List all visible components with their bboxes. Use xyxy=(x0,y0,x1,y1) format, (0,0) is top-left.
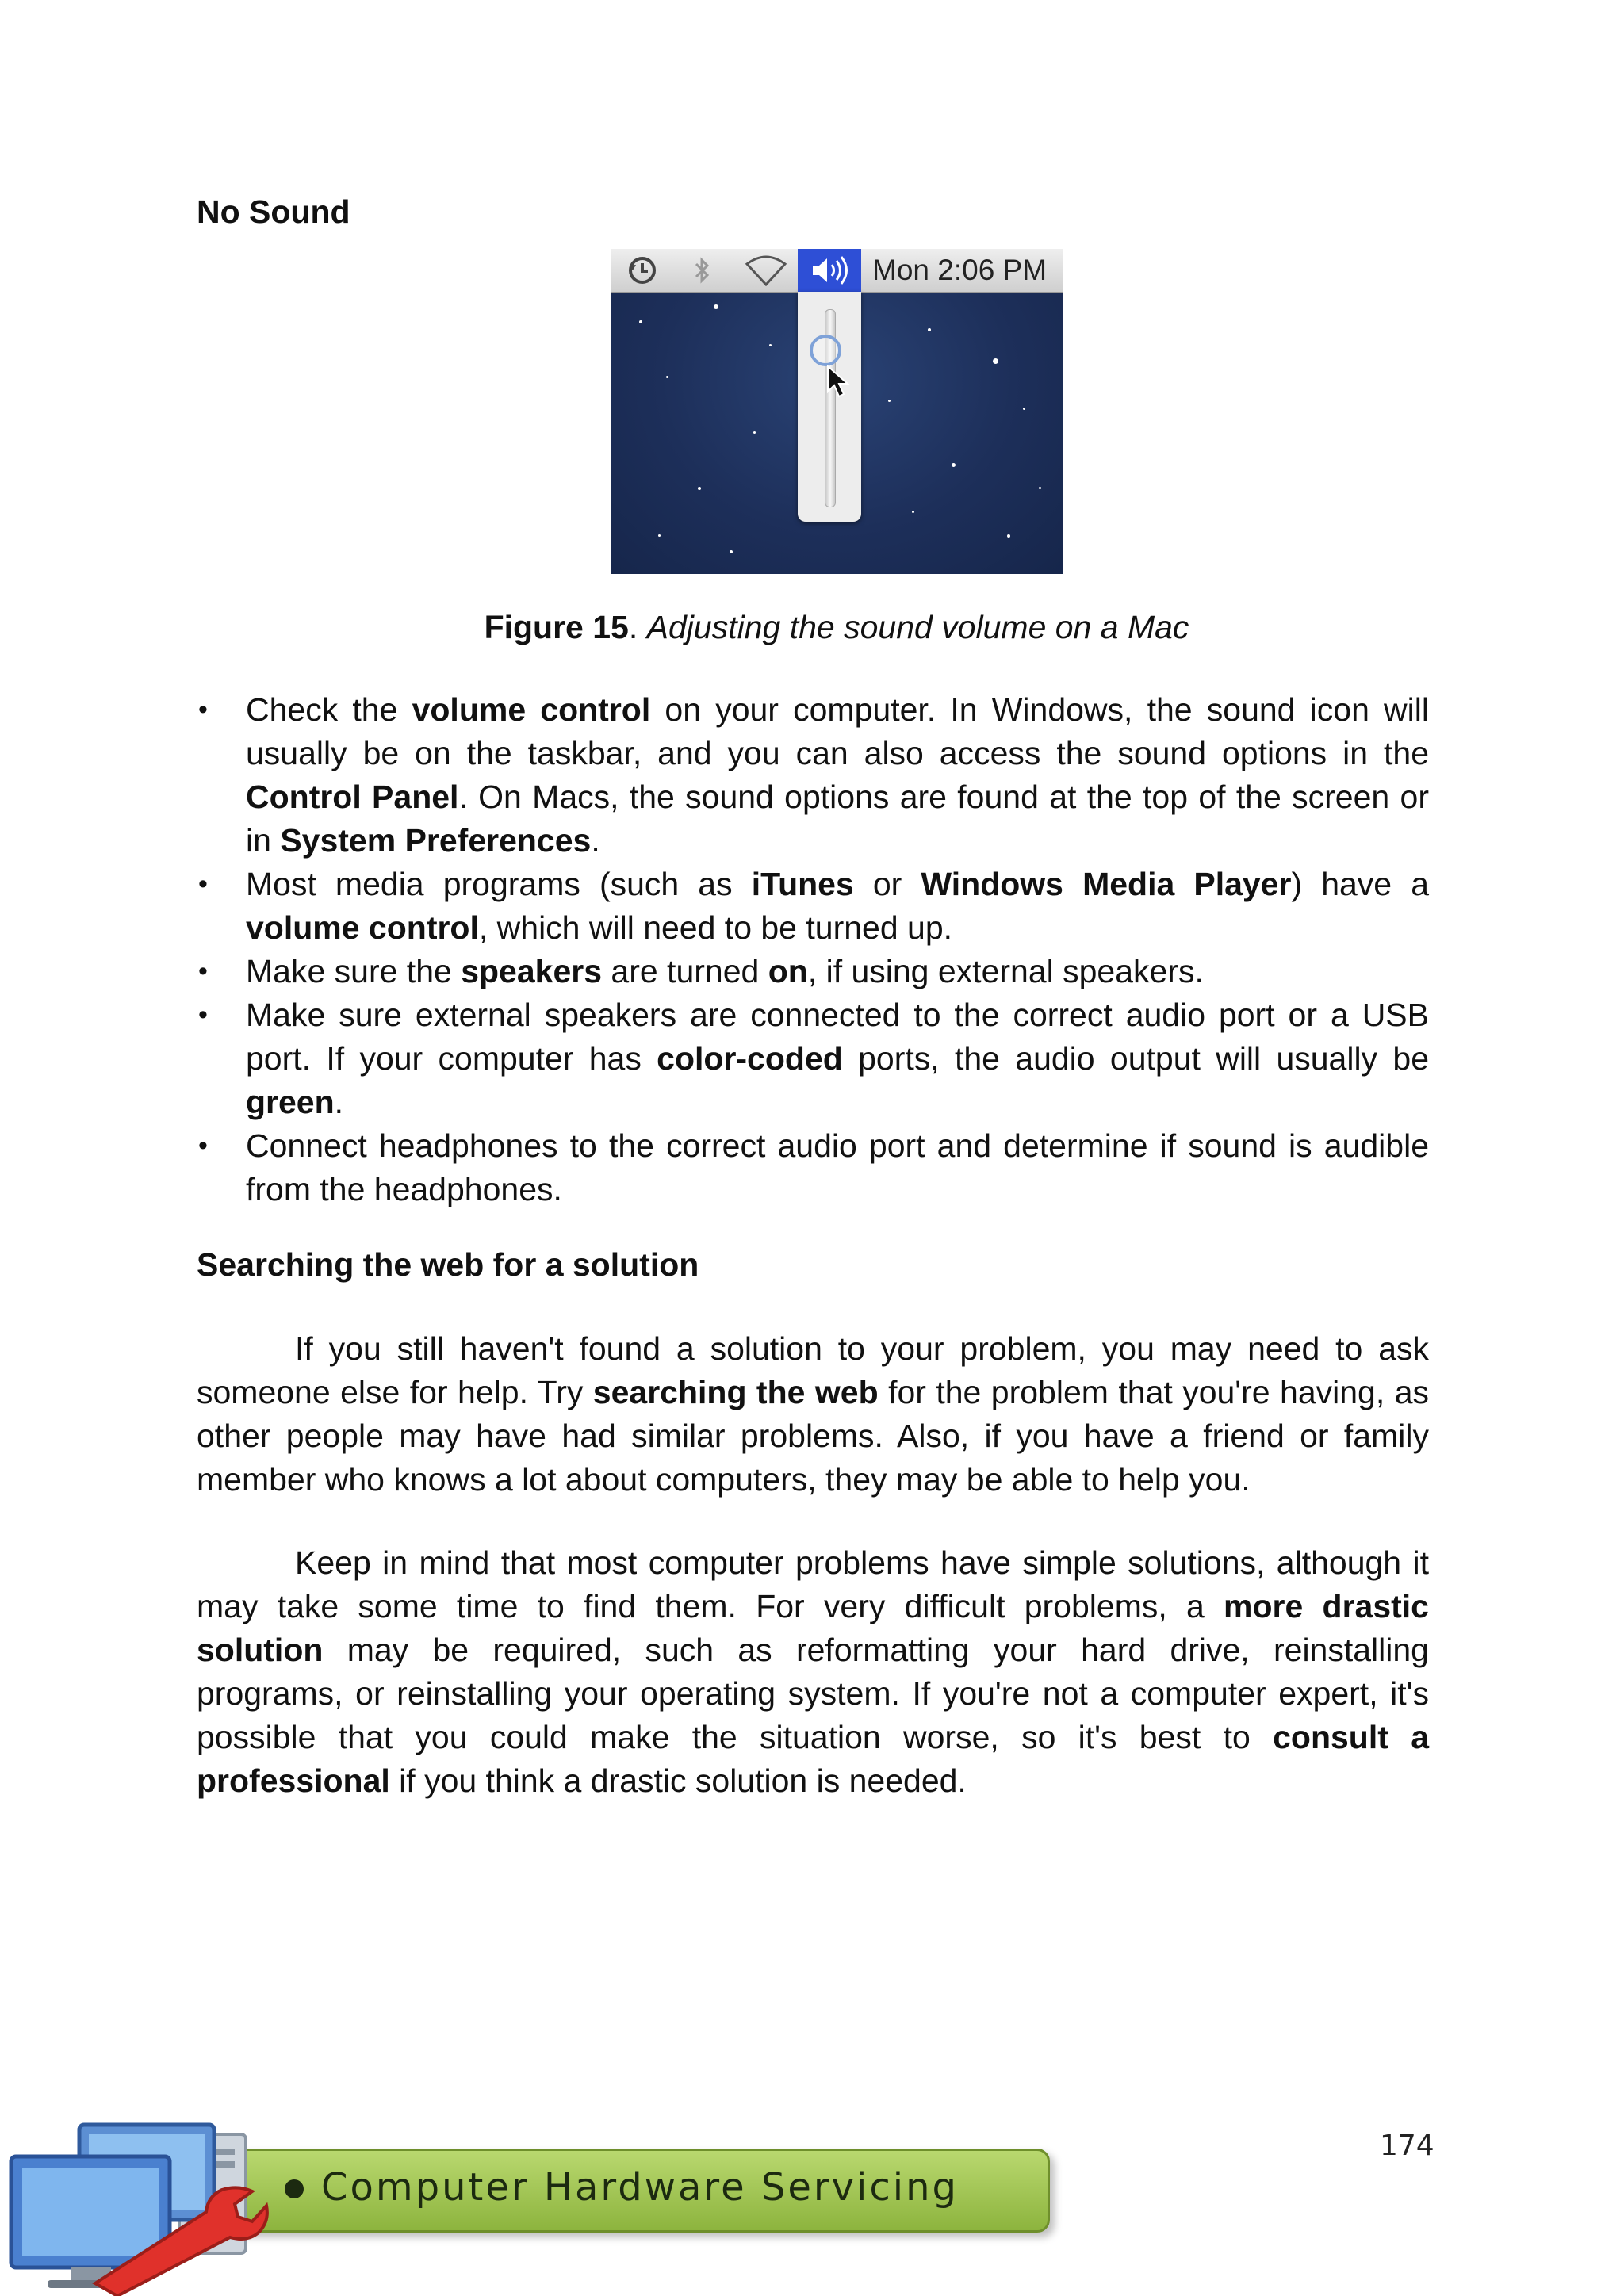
figure-number: Figure 15 xyxy=(484,609,629,645)
figure-caption-text: Adjusting the sound volume on a Mac xyxy=(646,609,1189,645)
time-machine-icon[interactable] xyxy=(623,249,661,292)
star-dot xyxy=(714,304,718,309)
volume-slider-panel xyxy=(798,292,861,522)
volume-slider-knob[interactable] xyxy=(810,335,841,366)
star-dot xyxy=(666,376,668,378)
paragraph-drastic-solution xyxy=(197,1541,1429,1803)
text-run: If you still haven't found a solution to your problem, you may need to ask someone else for help. Try xyxy=(197,1330,1429,1410)
bold-term: volume control xyxy=(412,691,651,728)
bold-term: color-coded xyxy=(657,1040,843,1077)
star-dot xyxy=(730,550,733,553)
speaker-icon[interactable] xyxy=(798,249,861,292)
text-run: . xyxy=(591,822,600,859)
text-run: ports, the audio output will usually be xyxy=(842,1040,1429,1077)
star-dot xyxy=(1023,408,1025,410)
star-dot xyxy=(928,328,931,331)
footer-banner-text: Computer Hardware Servicing xyxy=(321,2165,959,2210)
figure-mac-volume-screenshot xyxy=(611,249,1063,574)
wifi-icon[interactable] xyxy=(742,249,790,292)
text-run: on your computer. In Windows, the sound icon will usually be on the taskbar, and you can also access the sound options in the xyxy=(246,691,1429,771)
text-run: for the problem that you're having, as other people may have had similar problems. Also, if you have a friend or family member who knows a lot about computers, they may be able to help you. xyxy=(197,1374,1429,1498)
bullet-item xyxy=(197,863,1429,950)
star-dot xyxy=(769,344,772,346)
star-dot xyxy=(658,534,661,537)
page-number: 174 xyxy=(1380,2130,1434,2162)
star-dot xyxy=(753,431,756,434)
text-run: may be required, such as reformatting your hard drive, reinstalling programs, or reinstalling your operating system. If you're not a computer expert, it's possible that you could make the situation worse, so it's best to xyxy=(197,1632,1429,1755)
bold-term: Control Panel xyxy=(246,779,459,815)
bold-term: on xyxy=(768,953,808,989)
troubleshooting-bullet-list xyxy=(197,688,1429,1211)
star-dot xyxy=(912,511,914,513)
bullet-item xyxy=(197,993,1429,1124)
text-run: . xyxy=(334,1084,344,1120)
bold-term: speakers xyxy=(461,953,603,989)
text-run: . On Macs, the sound options are found at the top of the screen or in xyxy=(246,779,1429,859)
text-run: Check the xyxy=(246,691,412,728)
text-run: if you think a drastic solution is needed. xyxy=(389,1762,967,1799)
paragraph-search-web xyxy=(197,1327,1429,1502)
footer-banner xyxy=(238,2149,1050,2233)
text-run: Keep in mind that most computer problems have simple solutions, although it may take some time to find them. For very difficult problems, a xyxy=(197,1544,1429,1624)
bullet-item xyxy=(197,1124,1429,1211)
star-dot xyxy=(952,463,956,467)
star-dot xyxy=(888,400,891,402)
section-heading-search: Searching the web for a solution xyxy=(197,1246,699,1283)
bluetooth-icon[interactable] xyxy=(690,249,714,292)
caption-separator: . xyxy=(628,609,647,645)
text-run: Connect headphones to the correct audio port and determine if sound is audible from the headphones. xyxy=(246,1127,1429,1207)
bullet-item xyxy=(197,950,1429,993)
star-dot xyxy=(993,358,998,364)
text-run: Make sure external speakers are connected to the correct audio port or a USB port. If your computer has xyxy=(246,997,1429,1077)
menubar-clock[interactable]: Mon 2:06 PM xyxy=(872,254,1048,286)
bold-term: iTunes xyxy=(751,866,854,902)
text-run: or xyxy=(853,866,921,902)
text-run: , which will need to be turned up. xyxy=(478,909,953,946)
mac-menu-bar xyxy=(611,249,1063,293)
text-run: Make sure the xyxy=(246,953,462,989)
bold-term: consult a professional xyxy=(197,1719,1429,1799)
star-dot xyxy=(698,487,701,490)
bold-term: volume control xyxy=(246,909,479,946)
mouse-cursor-icon xyxy=(826,365,850,400)
bold-term: green xyxy=(246,1084,335,1120)
bold-term: searching the web xyxy=(592,1374,879,1410)
section-heading-no-sound: No Sound xyxy=(197,193,350,230)
star-dot xyxy=(1007,534,1010,538)
bold-term: more drastic solution xyxy=(197,1588,1429,1668)
star-dot xyxy=(1039,487,1041,489)
text-run: , if using external speakers. xyxy=(807,953,1204,989)
bullet-item xyxy=(197,688,1429,863)
text-run: are turned xyxy=(602,953,768,989)
figure-caption xyxy=(0,609,1624,646)
computer-wrench-logo-icon xyxy=(0,2117,341,2296)
bold-term: System Preferences xyxy=(280,822,592,859)
text-run: ) have a xyxy=(1291,866,1429,902)
text-run: Most media programs (such as xyxy=(246,866,752,902)
star-dot xyxy=(639,320,642,323)
bold-term: Windows Media Player xyxy=(921,866,1292,902)
